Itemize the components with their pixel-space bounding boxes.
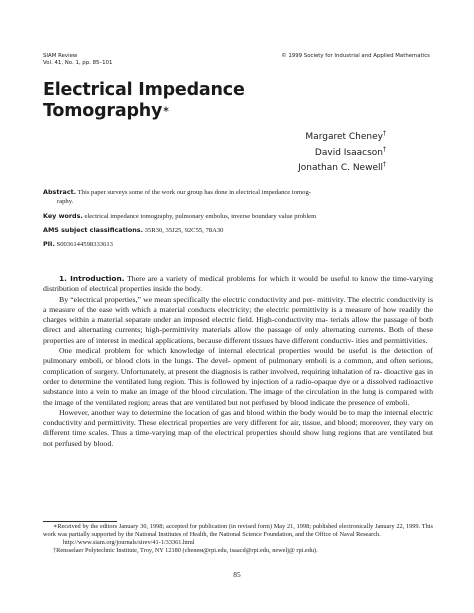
intro-paragraph-4: However, another way to determine the location of gas and blood within the body would be to map the internal electric conductivity and permittivity. These electrical properties are very different for air, tissue, and blood; moreover, they vary on different time scales. Thus a time-varying map of the electrical properties should show lung regions that are ventilated but not perfused by blood. [43,407,434,448]
abstract-text: This paper surveys some of the work our group has done in electrical impedance tomog- [77,189,311,196]
author-name: Jonathan C. Newell† [298,161,386,174]
pii-text: S0036144598333613 [56,241,113,248]
journal-name: SIAM Review [43,53,78,59]
footnote-rule [43,521,117,522]
ams-label: AMS subject classifications. [43,226,143,234]
title-line-2: Tomography∗ [43,101,170,121]
section-heading: 1. Introduction. [59,274,125,283]
intro-paragraph-3: One medical problem for which knowledge of internal electrical properties would be useful is the detection of pulmonary emboli, or blood clots in the lungs. The devel- opment of pulmonary emboli is a common, and often serious, complication of surgery. Unfortunately, at present the diagnosis is rather involved, requiring inhalation of ra- dioactive gas in order to determine the ventilated lung region. This is followed by injection of a radio-opaque dye or a dissolved radioactive substance into a vein to make an image of the blood circulation. The image of the circulation in the lung is compared with the image of the ventilated region; areas that are ventilated but not perfused by blood indicate the presence of emboli. [43,346,434,407]
ams-classification [43,226,433,236]
title-line-1: Electrical Impedance [43,80,245,100]
paper-title [43,80,245,122]
copyright-notice: © 1999 Society for Industrial and Applied Mathematics [281,53,430,59]
pii [43,240,433,250]
journal-info [43,53,112,67]
pii-label: PII. [43,240,55,248]
author-list [298,128,386,175]
page-number: 85 [233,570,241,579]
author-name: Margaret Cheney† [305,130,386,142]
ams-text: 35R30, 35J25, 92C55, 78A30 [144,227,224,234]
author-name: David Isaacson† [314,145,386,158]
footnote-received: ∗Received by the editors January 30, 1998; accepted for publication (in revised form) May 21, 1998; published electronically January 22, 1999. This work was partially supported by the National Institutes of Health, the National Science Foundation, and the Office of Naval Research. [43,523,433,539]
keywords [43,212,433,222]
footnotes [43,523,433,555]
abstract [43,188,433,206]
keywords-text: electrical impedance tomography, pulmonary embolus, inverse boundary value problem [84,213,317,220]
abstract-text-cont: raphy. [57,197,74,205]
abstract-label: Abstract. [43,188,77,196]
footnote-affiliation: †Rensselaer Polytechnic Institute, Troy, NY 12180 (cheneм@rpi.edu, isaacd@rpi.edu, newelj@ rpi.edu). [53,547,318,555]
footnote-url[interactable]: http://www.siam.org/journals/sirev/41-1/33361.html [63,539,195,547]
body-text [43,274,433,449]
journal-volume: Vol. 41, No. 1, pp. 85–101 [43,60,113,66]
title-footnote-mark: ∗ [162,105,170,115]
intro-paragraph-2: By “electrical properties,” we mean specifically the electric conductivity and per- mittivity. The electric conductivity is a measure of the ease with which a material conducts electricity; the electric permittivity is a measure of how readily the charges within a material separate under an imposed electric field. High-conductivity ma- terials allow the passage of both direct and alternating currents; high-permittivity materials allow the passage of only alternating currents. Both of these properties are of interest in medical applications, because different tissues have different conductiv- ities and permittivities. [43,294,433,345]
keywords-label: Key words. [43,212,83,220]
intro-paragraph-1: 1. Introduction. There are a variety of medical problems for which it would be useful to know the time-varying distribution of electrical properties inside the body. [43,274,434,294]
